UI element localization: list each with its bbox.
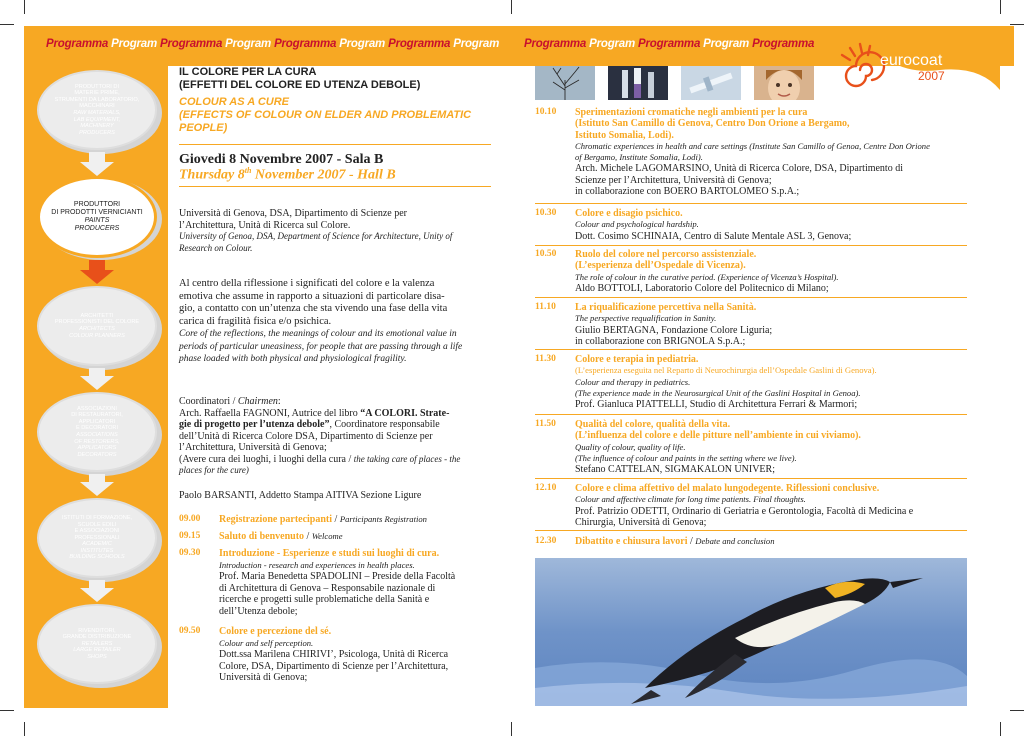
crop-mark xyxy=(1000,0,1001,14)
program-item: 10.30 Colore e disagio psichico. Colour and psychological hardship. Dott. Cosimo SCHINAIA, Centro di Salute Mentale ASL 3, Genova; xyxy=(535,208,852,242)
photo-syringe xyxy=(681,66,741,100)
crop-mark xyxy=(511,722,512,736)
coordinators-block: Coordinatori / Chairmen: Arch. Raffaella FAGNONI, Autrice del libro “A COLORI. Strate- gie di progetto per l’utenza debole”, Coordinatore responsabile dell’Unità di Ricerca Colore DSA, Dipartimento di Scienze per l’Architettura, Università di Genova; (Avere cura dei luoghi, i luoghi della cura / the taking care of places - the places for the cure) xyxy=(179,396,461,475)
title-it: IL COLORE PER LA CURA (EFFETTI DEL COLORE ED UTENZA DEBOLE) xyxy=(179,66,421,91)
arrow-stem xyxy=(89,474,105,482)
photo-child-face xyxy=(754,66,814,100)
program-item: 09.15 Saluto di benvenuto / Welcome xyxy=(179,531,343,542)
crop-mark xyxy=(511,0,512,14)
arrow-stem-active xyxy=(89,260,105,270)
divider xyxy=(535,245,967,246)
arrow-stem xyxy=(89,580,105,588)
sidebar-oval-retailers: RIVENDITORI, GRANDE DISTRIBUZIONE RETAILERS LARGE RETAILER SHOPS xyxy=(37,604,157,684)
program-item: 10.50 Ruolo del colore nel percorso assistenziale. (L’esperienza dell’Ospedale di Vicenza). The role of colour in the curative period. (Experience of Vicenza’s Hospital). Aldo BOTTOLI, Laboratorio Colore del Politecnico di Milano; xyxy=(535,249,839,294)
crop-mark xyxy=(1000,722,1001,736)
crop-mark xyxy=(0,24,14,25)
program-item: 10.10 Sperimentazioni cromatiche negli ambienti per la cura (Istituto San Camillo di Genova, Centro Don Orione a Bergamo, Istituto Somalia, Lodi). Chromatic experiences in health and care settings (Institute San Camillo of Genoa, Centre Don Orione of Bergamo, Institute Somalia, Lodi). Arch. Michele LAGOMARSINO, Unità di Ricerca Colore, DSA, Dipartimento di Scienze per l’Architettura, Università di Genova; in collaborazione con BOERO BARTOLOMEO S.p.A.; xyxy=(535,107,930,198)
description-block: Al centro della riflessione i significati del colore e la valenza emotiva che assume in rapporto a situazioni di particolare disa- gio, a contatto con un’utenza che sta vivendo una fase della vita carica di fragilità fisica e/o psichica. Core of the reflections, the meanings of colour and its emotional value in periods of particular uneasiness, for people that are passing through a life phase loaded with both physical and physiological fragility. xyxy=(179,278,463,364)
title-en: COLOUR AS A CURE (EFFECTS OF COLOUR ON ELDER AND PROBLEMATIC PEOPLE) xyxy=(179,96,472,134)
arrow-down xyxy=(80,162,114,176)
program-item: 12.10 Colore e clima affettivo del malato lungodegente. Riflessioni conclusive. Colour and affective climate for long time patients. Final thoughts. Prof. Patrizio ODETTI, Ordinario di Geriatria e Gerontologia, Facoltà di Medicina e Chirurgia, Università di Genova; xyxy=(535,483,914,528)
arrow-stem xyxy=(89,368,105,376)
crop-mark xyxy=(24,722,25,736)
divider xyxy=(535,203,967,204)
arrow-down-active xyxy=(80,270,114,284)
photo-tree xyxy=(535,66,595,100)
sidebar-oval-institutes: ISTITUTI DI FORMAZIONE, SCUOLE EDILI E ASSOCIAZIONI PROFESSIONALI ACADEMIC INSTITUTES BUILDING SCHOOLS xyxy=(37,498,157,578)
photo-lab-tubes xyxy=(608,66,668,100)
penguin-painting xyxy=(535,558,967,706)
crop-mark xyxy=(1010,710,1024,711)
program-item: 12.30 Dibattito e chiusura lavori / Debate and conclusion xyxy=(535,536,775,547)
divider xyxy=(179,186,491,187)
program-item: 11.30 Colore e terapia in pediatria. (L’esperienza eseguita nel Reparto di Neurochirurgia dell’Ospedale Gaslini di Genova). Colour and therapy in pediatrics. (The experience made in the Neurosurgical Unit of the Gaslini Hospital in Genoa). Prof. Gianluca PIATTELLI, Studio di Architettura Ferrari & Marmori; xyxy=(535,354,877,411)
arrow-stem xyxy=(89,152,105,162)
divider xyxy=(179,144,491,145)
sidebar-oval-architects: ARCHITETTI PROFESSIONISTI DEL COLORE ARCHITECTS COLOUR PLANNERS xyxy=(37,286,157,366)
program-item: 09.00 Registrazione partecipanti / Participants Registration xyxy=(179,514,427,525)
arrow-down xyxy=(80,482,114,496)
logo-year: 2007 xyxy=(918,69,945,83)
divider xyxy=(535,349,967,350)
band-text-left: Programma Program Programma Program Programma Program Programma Program xyxy=(46,38,500,50)
sidebar-oval-raw-materials: PRODUTTORI DI MATERIE PRIME, STRUMENTI DA LABORATORIO, MACCHINARI RAW MATERIALS, LAB EQUIPMENT, MACHINERY PRODUCERS xyxy=(37,70,157,150)
logo-name: eurocoat xyxy=(880,52,943,69)
crop-mark xyxy=(0,710,14,711)
sidebar-oval-paints-producers: PRODUTTORI DI PRODOTTI VERNICIANTI PAINTS PRODUCERS xyxy=(37,176,157,258)
sidebar-oval-associations: ASSOCIAZIONI DI RESTAURATORI, APPLICATORI E DECORATORI ASSOCIATIONS OF RESTORERS, APPLICATORS DECORATORS xyxy=(37,392,157,472)
divider xyxy=(535,530,967,531)
arrow-down xyxy=(80,376,114,390)
program-item: 11.10 La riqualificazione percettiva nella Sanità. The perspective requalification in Sanity. Giulio BERTAGNA, Fondazione Colore Liguria; in collaborazione con BRIGNOLA S.p.A.; xyxy=(535,302,773,347)
divider xyxy=(535,478,967,479)
program-item: 09.30 Introduzione - Esperienze e studi sui luoghi di cura. Introduction - research and experiences in health places. Prof. Maria Benedetta SPADOLINI – Preside della Facoltà di Architettura di Genova – Responsabile nazionale di ricerche e progetti sulle problematiche della Sanità e dell’Utenza debole; xyxy=(179,548,456,617)
program-item: 09.50 Colore e percezione del sé. Colour and self perception. Dott.ssa Marilena CHIRIVI’, Psicologa, Unità di Ricerca Colore, DSA, Dipartimento di Scienze per l’Architettura, Università di Genova; xyxy=(179,626,449,683)
program-item: 11.50 Qualità del colore, qualità della vita. (L’influenza del colore e delle pitture nell’ambiente in cui viviamo). Quality of colour, quality of life. (The influence of colour and paints in the setting where we live). Stefano CATTELAN, SIGMAKALON UNIVER; xyxy=(535,419,861,476)
crop-mark xyxy=(1010,24,1024,25)
date-en: Thursday 8th November 2007 - Hall B xyxy=(179,166,396,183)
organizer-block: Università di Genova, DSA, Dipartimento di Scienze per l’Architettura, Unità di Ricerca sul Colore. University of Genoa, DSA, Department of Science for Architecture, Unity of Research on Colour. xyxy=(179,208,453,253)
arrow-down xyxy=(80,588,114,602)
press-contact: Paolo BARSANTI, Addetto Stampa AITIVA Sezione Ligure xyxy=(179,490,422,501)
band-text-right: Programma Program Programma Program Programma xyxy=(524,38,815,50)
divider xyxy=(535,414,967,415)
crop-mark xyxy=(24,0,25,14)
divider xyxy=(535,297,967,298)
date-it: Giovedi 8 Novembre 2007 - Sala B xyxy=(179,152,384,167)
